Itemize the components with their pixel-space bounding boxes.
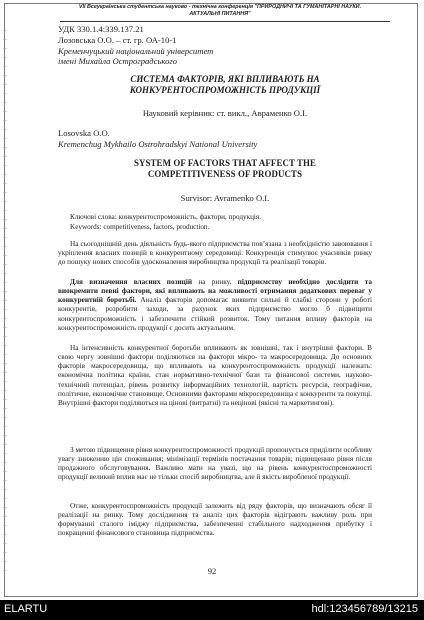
body-paragraph-5: Отже, конкурентоспроможність продукції залежить від ряду факторів, що визначають обсяг її реалізації на ринку. Тому дослідження та аналіз цих факторів відіграють важливу роль при формуванні сталого іміджу підприємства, забезпеченні стабільного надходження прибутку і покращенні фінансового становища підприємства. [58,502,372,538]
scan-edge-marks [3,30,7,575]
title-en-line-1: SYSTEM OF FACTORS THAT AFFECT THE [133,158,317,168]
repository-footer-bar [0,600,424,620]
keywords-ua: Ключові слова: конкурентоспроможність, фактори, продукція. [70,213,262,221]
repository-name: ELARTU [4,603,48,615]
paragraph-2-text-a: на ринку, [192,278,238,286]
keywords-en: Keywords: competitiveness, factors, production. [70,223,210,231]
title-ua-line-2: КОНКУРЕНТОСПРОМОЖНІСТЬ ПРОДУКЦІЇ [129,85,321,95]
author-ua: Лозовська О.О. – ст. гр. ОА-10-1 [58,35,177,45]
paragraph-2-bold-b: підприємству необхідно дослідити та виокремити певні фактори, які впливають на можливості отримання додаткових переваг у конкурентній боротьбі. [58,278,372,305]
conference-header [60,4,380,18]
university-ua-line-2: імені Михайла Остроградського [58,56,178,66]
title-en-line-2: COMPETITIVENESS OF PRODUCTS [147,169,303,179]
supervisor-en: Survisor: Avramenko O.I. [180,193,270,203]
title-ua-line-1: СИСТЕМА ФАКТОРІВ, ЯКІ ВПЛИВАЮТЬ НА [130,74,320,84]
title-en [60,158,390,180]
university-en: Kremenchug Mykhailo Ostrohradskyi National University [58,139,258,149]
paragraph-2-text-b: Аналіз факторів допомагає виявити сильні й слабкі сторони у роботі конкурентів, розробити заходи, за рахунок яких підприємство могло б підвищити конкурентоспроможність і забезпечити стійкий розвиток. Тому питання впливу факторів на конкурентоспроможність продукції є досить актуальним. [58,296,372,332]
conference-header-line-2: АКТУАЛЬНІ ПИТАННЯ" [189,11,251,17]
author-en: Losovska O.O. [58,128,110,138]
supervisor-ua: Науковий керівник: ст. викл., Авраменко О.І. [142,108,308,118]
header-rule [60,21,390,22]
body-paragraph-3: На інтенсивність конкурентної боротьби впливають як зовнішні, так і внутрішні фактори. В свою чергу зовнішні фактори поділяються на фактори мікро- та макросередовища. До основних факторів макросередовища, що впливають на конкурентоспроможність продукції належать: економічна політика країни, стан нормативно-технічної бази та фінансової системи, науково-технічний потенціал, рівень розвитку інформаційних технологій, вартість ресурсів, географічне, політичне, економічне становище. Основними факторами мікросередовища є конкуренти та покупці. Внутрішні фактори поділяються на цінові (витратні) та нецінові (якісні та маркетингові). [58,344,372,407]
paragraph-2-bold-a: Для визначення власних позицій [70,278,193,286]
university-ua-line-1: Кременчуцький національний університет [58,46,214,56]
body-paragraph-2 [58,278,372,333]
title-ua [60,74,390,96]
body-paragraph-4: З метою підвищення рівня конкурентоспроможності продукції пропонується приділити особливу увагу зниженню цін споживання; мінімізації термінів постачання товарів; підвищенню рівня після продажного обслуговування. Важливо мати на увазі, що на рівень конкурентоспроможності продукції великий вплив має не тільки спосіб виробництва, але й якість виробленої продукції. [58,446,372,482]
body-paragraph-1: На сьогоднішній день діяльність будь-якого підприємства пов’язана з необхідністю завоювання і укріплення власних позицій в конкурентному середовищі. Конкуренція стимулює учасників ринку до пошуку нових способів удосконалення виробництва продукції та реалізації товарів. [58,240,372,267]
page-number: 92 [207,566,217,576]
handle-identifier: hdl:123456789/13215 [311,603,418,615]
udc-code: УДК 330.1.4:339.137.21 [58,24,144,34]
conference-header-line-1: VII Всеукраїнська студентська науково - технічна конференція "ПРИРОДНИЧІ ТА ГУМАНІТАРНІ НАУКИ. [78,4,362,10]
